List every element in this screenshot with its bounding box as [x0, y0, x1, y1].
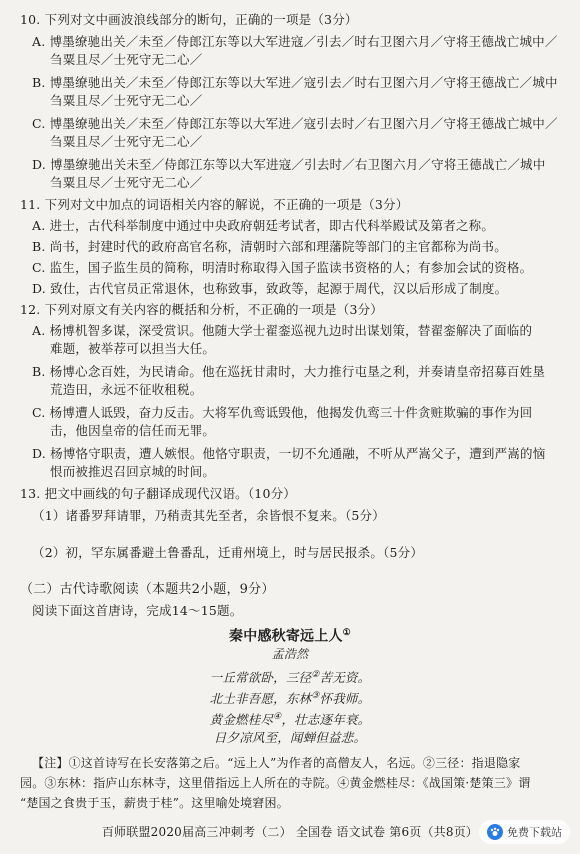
q11-option-b: B. 尚书，封建时代的政府高官名称，清朝时六部和理藩院等部门的主官都称为尚书。	[32, 239, 507, 254]
q13-stem: 13. 把文中画线的句子翻译成现代汉语。（10分）	[20, 486, 297, 501]
page-footer: 百师联盟2020届高三冲刺考（二） 全国卷 语文试卷 第6页（共8页）	[101, 825, 479, 839]
q12-option-c-line2: 击，他因皇帝的信任而无罪。	[50, 423, 216, 438]
poem-line-3-footnote: ④	[273, 712, 282, 722]
q10-option-c-line2: 刍粟且尽／士死守无二心／	[50, 134, 203, 149]
q10-option-b-line1: B. 博墨缭驰出关／未至／侍郎江东等以大军进／寇引去／时右卫图六月／守将王德战亡／城中	[32, 75, 558, 90]
q11-option-a: A. 进士，古代科举制度中通过中央政府朝廷考试者，即古代科举殿试及第者之称。	[32, 218, 495, 233]
q11-option-d: D. 致仕，古代官员正常退休，也称致事，致政等，起源于周代，汉以后形成了制度。	[32, 281, 508, 296]
poem-line-4	[0, 730, 580, 746]
section-heading: （二）古代诗歌阅读（本题共2小题，9分）	[20, 582, 275, 597]
poem-line-3-part-1: 黄金燃桂尽	[209, 712, 274, 728]
poem-line-2	[0, 688, 580, 707]
poem-line-1	[0, 667, 580, 686]
q11-option-c: C. 监生，国子监生员的简称，明清时称取得入国子监读书资格的人；有参加会试的资格。	[32, 260, 533, 275]
q10-stem: 10. 下列对文中画波浪线部分的断句，正确的一项是（3分）	[20, 12, 358, 27]
poem-line-1-footnote: ②	[311, 670, 320, 680]
note-line-1: 【注】①这首诗写在长安落第之后。“远上人”为作者的高僧友人，名远。②三径：指退隐家	[32, 756, 521, 770]
watermark-text: 免费下载站	[507, 826, 562, 839]
section-instruction: 阅读下面这首唐诗，完成14～15题。	[32, 603, 243, 618]
poem-line-1-part-1: 一丘常欲卧，三径	[209, 670, 312, 686]
poem-author: 孟浩然	[271, 647, 309, 661]
q12-option-d-line1: D. 杨博恪守职责，遭人嫉恨。他恪守职责，一切不允通融，不听从严嵩父子，遭到严嵩的恼	[32, 446, 546, 461]
q12-option-b-line1: B. 杨博心念百姓，为民请命。他在巡抚甘肃时，大力推行屯垦之利，并奏请皇帝招募百姓垦	[32, 364, 546, 379]
q10-option-b-line2: 刍粟且尽／士死守无二心／	[50, 93, 203, 108]
note-line-3: “楚国之食贵于玉，薪贵于桂”。这里喻处境窘困。	[20, 796, 289, 810]
q10-option-d-line1: D. 博墨缭驰出关未至／侍郎江东等以大军进寇／引去时／右卫图六月／守将王德战亡／城中	[32, 157, 546, 172]
q10-option-a-line2: 刍粟且尽／士死守无二心／	[50, 52, 203, 67]
q10-option-d-line2: 刍粟且尽／士死守无二心／	[50, 175, 203, 190]
poem-line-3	[0, 709, 580, 728]
poem-line-1-part-2: 苦无资。	[319, 670, 371, 686]
poem-line-2-footnote: ③	[311, 691, 320, 701]
paw-icon	[487, 824, 503, 840]
q11-stem: 11. 下列对文中加点的词语相关内容的解说，不正确的一项是（3分）	[20, 197, 409, 212]
q12-option-c-line1: C. 杨博遭人诋毁，奋力反击。大将军仇鸾诋毁他，他揭发仇鸾三十件贪赃欺骗的事作为回	[32, 405, 533, 420]
watermark-badge	[479, 820, 570, 844]
q10-option-c-line1: C. 博墨缭驰出关／未至／侍郎江东等以大军进／寇引去时／右卫图六月／守将王德战亡城中／	[32, 116, 558, 131]
q13-item-2: （2）初，罕东属番避土鲁番乱，迁甫州境上，时与居民报杀。（5分）	[32, 545, 424, 560]
q12-option-a-line2: 难题，被举荐可以担当大任。	[50, 341, 216, 356]
poem-title-text: 秦中感秋寄远上人	[229, 628, 343, 645]
q12-option-b-line2: 荒造田，永远不征收租税。	[50, 382, 203, 397]
q10-option-a-line1: A. 博墨缭驰出关／未至／侍郎江东等以大军进寇／引去／时右卫图六月／守将王德战亡城中／	[32, 34, 558, 49]
poem-title-footnote: ①	[342, 628, 351, 638]
note-line-2: 园。③东林：指庐山东林寺，这里借指远上人所在的寺院。④黄金燃桂尽：《战国策·楚策三》谓	[20, 776, 531, 790]
poem-line-4-part-1: 日夕凉风至，闻蝉但益悲。	[213, 730, 367, 745]
q12-option-d-line2: 恨而被推迟召回京城的时间。	[50, 464, 216, 479]
q13-item-1: （1）诸番罗拜请罪，乃稍责其先至者，余皆恨不复来。（5分）	[32, 508, 385, 523]
poem-line-2-part-1: 北土非吾愿，东林	[209, 691, 312, 707]
q12-stem: 12. 下列对原文有关内容的概括和分析，不正确的一项是（3分）	[20, 302, 384, 317]
poem-line-3-part-2: ，壮志逐年衰。	[281, 712, 371, 728]
poem-title	[0, 625, 580, 645]
q12-option-a-line1: A. 杨博机智多谋，深受赏识。他随大学士翟銮巡视九边时出谋划策，替翟銮解决了面临的	[32, 323, 533, 338]
poem-line-2-part-2: 怀我师。	[319, 691, 371, 707]
